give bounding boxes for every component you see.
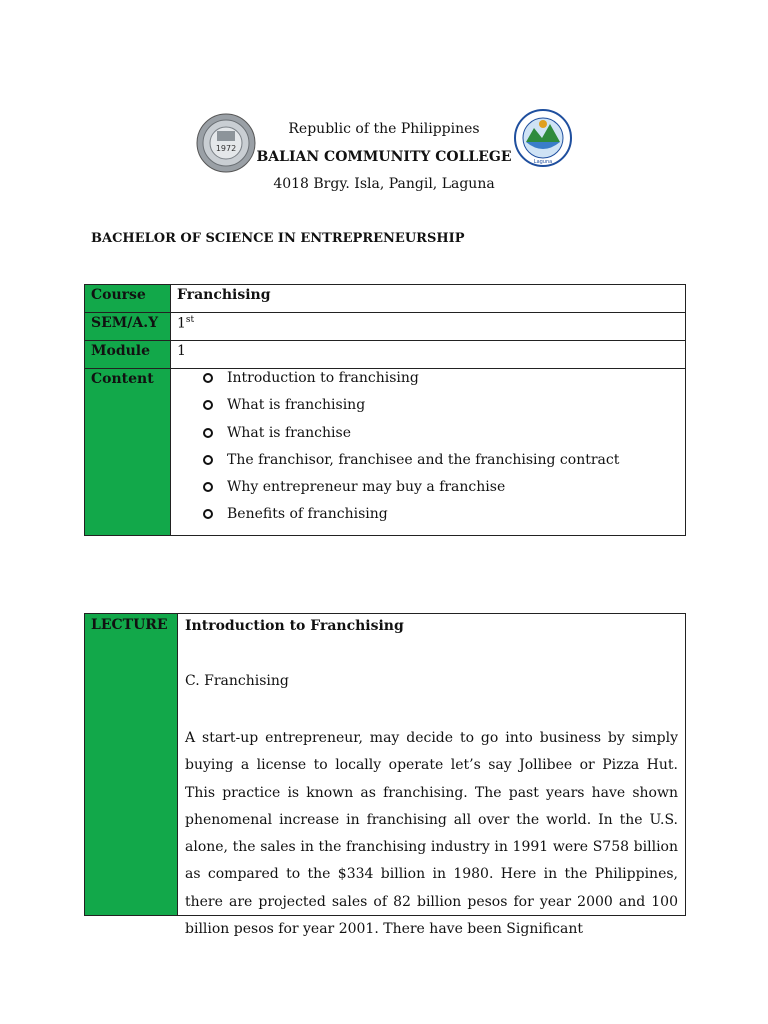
list-item-text: What is franchising (227, 397, 366, 414)
lecture-subtitle: C. Franchising (185, 673, 289, 689)
list-item (203, 480, 679, 507)
program-title: BACHELOR OF SCIENCE IN ENTREPRENEURSHIP (91, 231, 465, 246)
list-item (203, 507, 679, 534)
table-row (85, 341, 686, 369)
content-list (177, 371, 679, 535)
lecture-body (178, 614, 686, 938)
module-value: 1 (171, 341, 686, 369)
circle-bullet-icon (203, 509, 213, 519)
list-item-text: Why entrepreneur may buy a franchise (227, 479, 506, 496)
course-info-table (84, 284, 686, 536)
list-item-text: Benefits of franchising (227, 506, 388, 523)
lecture-table (84, 613, 686, 938)
list-item (203, 398, 679, 425)
content-label: Content (85, 369, 171, 536)
sem-value-number: 1 (177, 315, 186, 332)
table-row (85, 313, 686, 341)
course-value: Franchising (171, 285, 686, 313)
sem-value-suffix: st (185, 315, 195, 325)
lecture-label: LECTURE (85, 614, 178, 916)
seal-year-text: 1972 (215, 144, 237, 153)
circle-bullet-icon (203, 455, 213, 465)
list-item-text: What is franchise (227, 424, 351, 441)
list-item (203, 426, 679, 453)
circle-bullet-icon (203, 373, 213, 383)
course-label: Course (85, 285, 171, 313)
header-college-name: BALIAN COMMUNITY COLLEGE (256, 149, 512, 165)
document-header (0, 0, 768, 210)
content-cell (171, 369, 686, 536)
lecture-title: Introduction to Franchising (185, 618, 404, 634)
list-item-text: The franchisor, franchisee and the franchising contract (227, 451, 620, 468)
seal-caption-text: Laguna (533, 159, 553, 165)
lecture-paragraph: A start-up entrepreneur, may decide to go into business by simply buying a license to locally operate let’s say Jollibee or Pizza Hut. This practice is known as franchising. The past years have shown phenomenal increase in franchising all over the world. In the U.S. alone, the sales in the franchising industry in 1991 were S758 billion as compared to the $334 billion in 1980. Here in the Philippines, there are projected sales of 82 billion pesos for year 2000 and 100 billion pesos for year 2001. There have been Significant (185, 730, 678, 938)
circle-bullet-icon (203, 482, 213, 492)
list-item-text: Introduction to franchising (227, 370, 419, 386)
table-row (85, 369, 686, 536)
list-item (203, 453, 679, 480)
circle-bullet-icon (203, 428, 213, 438)
header-address: 4018 Brgy. Isla, Pangil, Laguna (273, 176, 495, 192)
circle-bullet-icon (203, 400, 213, 410)
list-item (203, 371, 679, 398)
table-row (85, 614, 686, 916)
header-country: Republic of the Philippines (288, 121, 480, 137)
table-row (85, 285, 686, 313)
sem-label: SEM/A.Y (85, 313, 171, 341)
module-label: Module (85, 341, 171, 369)
sem-value (171, 313, 686, 341)
